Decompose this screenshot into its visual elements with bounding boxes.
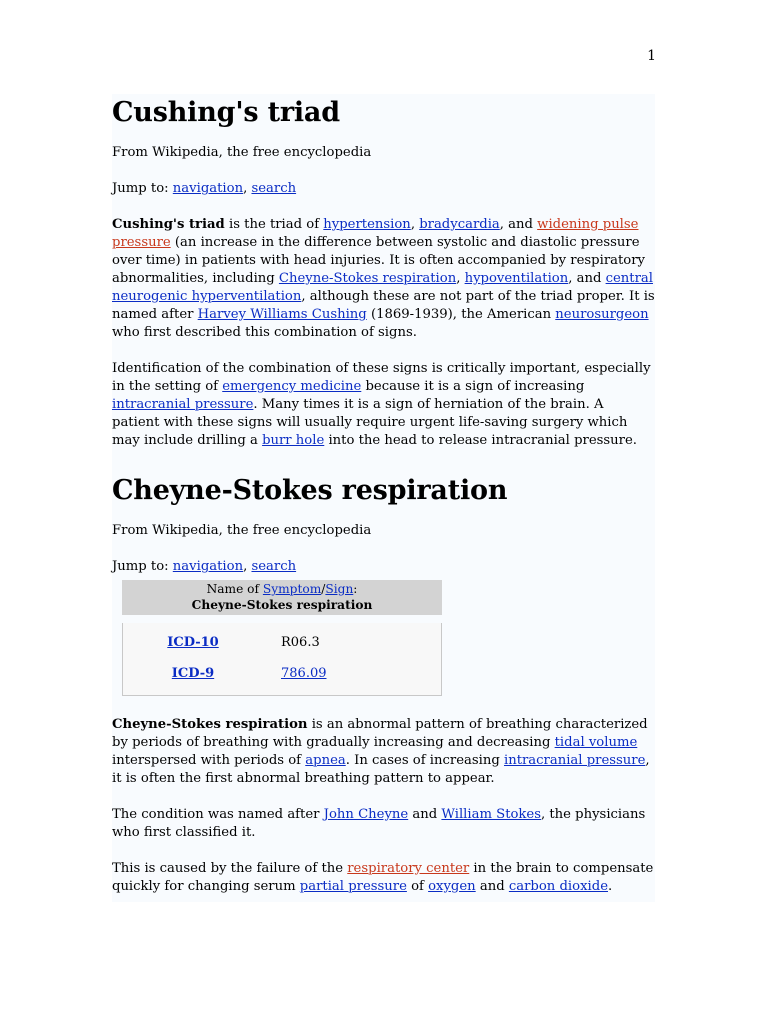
infobox-title: Cheyne-Stokes respiration — [191, 598, 373, 612]
text: The condition was named after — [112, 807, 324, 822]
partial-pressure-link[interactable]: partial pressure — [299, 879, 407, 894]
hypoventilation-link[interactable]: hypoventilation — [464, 271, 569, 286]
harvey-cushing-link[interactable]: Harvey Williams Cushing — [197, 307, 367, 322]
text: , — [456, 271, 465, 286]
central-neurogenic-link[interactable]: central neurogenic hyperventilation — [112, 271, 653, 304]
text: , although these are not part of the triad proper. It is named after — [112, 289, 655, 322]
neurosurgeon-link[interactable]: neurosurgeon — [555, 307, 649, 322]
jump-to — [112, 180, 655, 198]
bold-term: Cushing's triad — [112, 217, 225, 232]
text: Name of — [206, 582, 263, 596]
icd10-link[interactable]: ICD-10 — [167, 634, 219, 650]
text: and — [408, 807, 442, 822]
bradycardia-link[interactable]: bradycardia — [419, 217, 500, 232]
navigation-link[interactable]: navigation — [172, 559, 244, 574]
text: is the triad of — [224, 217, 324, 232]
intracranial-pressure-link[interactable]: intracranial pressure — [112, 397, 254, 412]
text: into the head to release intracranial pressure. — [324, 433, 637, 448]
section-cheyne-stokes — [112, 472, 655, 896]
text: and — [475, 879, 509, 894]
text: (an increase in the difference between systolic and diastolic pressure over time) in patients with head injuries. It is often accompanied by respiratory abnormalities, including — [112, 235, 645, 286]
text: , it is often the first abnormal breathing pattern to appear. — [112, 753, 650, 786]
text: . — [608, 879, 613, 894]
jump-to — [112, 558, 655, 576]
paragraph-definition — [112, 716, 655, 788]
oxygen-link[interactable]: oxygen — [428, 879, 476, 894]
symptom-link[interactable]: Symptom — [262, 582, 322, 596]
icd9-link[interactable]: ICD-9 — [171, 665, 215, 681]
text: This is caused by the failure of the — [112, 861, 348, 876]
text: who first described this combination of signs. — [112, 325, 417, 340]
search-link[interactable]: search — [251, 181, 297, 196]
carbon-dioxide-link[interactable]: carbon dioxide — [508, 879, 608, 894]
jump-label: Jump to: — [112, 181, 173, 196]
paragraph-naming — [112, 806, 655, 842]
hypertension-link[interactable]: hypertension — [323, 217, 411, 232]
subtitle: From Wikipedia, the free encyclopedia — [112, 145, 372, 160]
text: is an abnormal pattern of breathing characterized by periods of breathing with gradually increasing and decreasing — [112, 717, 648, 750]
text: : — [353, 582, 358, 596]
jump-label: Jump to: — [112, 559, 173, 574]
text: , — [410, 217, 420, 232]
document-content — [112, 94, 655, 902]
text: . In cases of increasing — [345, 753, 504, 768]
text: , and — [499, 217, 538, 232]
infobox-table — [122, 623, 442, 696]
text: in the brain to compensate quickly for changing serum — [112, 861, 654, 894]
text: (1869-1939), the American — [366, 307, 556, 322]
intracranial-pressure-link[interactable]: intracranial pressure — [503, 753, 646, 768]
william-stokes-link[interactable]: William Stokes — [441, 807, 541, 822]
infobox-name-line — [122, 581, 442, 597]
text: Identification of the combination of these signs is critically important, especially in the setting of — [112, 361, 651, 394]
page-number: 1 — [647, 48, 656, 64]
text: / — [321, 582, 326, 596]
page-title: Cushing's triad — [112, 97, 340, 128]
text: because it is a sign of increasing — [361, 379, 585, 394]
jump-sep: , — [243, 181, 252, 196]
infobox — [122, 580, 442, 696]
text: of — [406, 879, 429, 894]
burr-hole-link[interactable]: burr hole — [262, 433, 325, 448]
cheyne-stokes-link[interactable]: Cheyne-Stokes respiration — [278, 271, 457, 286]
bold-term: Cheyne-Stokes respiration — [112, 717, 308, 732]
apnea-link[interactable]: apnea — [305, 753, 346, 768]
paragraph-cause — [112, 860, 655, 896]
text: interspersed with periods of — [112, 753, 306, 768]
jump-sep: , — [243, 559, 252, 574]
text: , the physicians who first classified it. — [112, 807, 646, 840]
paragraph-intro — [112, 216, 655, 342]
infobox-row — [123, 658, 441, 689]
infobox-row — [123, 627, 441, 658]
section-title: Cheyne-Stokes respiration — [112, 475, 508, 506]
sign-link[interactable]: Sign — [325, 582, 354, 596]
paragraph-identification — [112, 360, 655, 450]
tidal-volume-link[interactable]: tidal volume — [554, 735, 638, 750]
icd10-value: R06.3 — [281, 634, 320, 650]
john-cheyne-link[interactable]: John Cheyne — [323, 807, 409, 822]
infobox-header — [122, 580, 442, 615]
navigation-link[interactable]: navigation — [172, 181, 244, 196]
emergency-medicine-link[interactable]: emergency medicine — [222, 379, 362, 394]
text: . Many times it is a sign of herniation of the brain. A patient with these signs will usually require urgent life-saving surgery which may include drilling a — [112, 397, 628, 448]
respiratory-center-link[interactable]: respiratory center — [347, 861, 470, 876]
subtitle: From Wikipedia, the free encyclopedia — [112, 523, 372, 538]
widening-pulse-pressure-link[interactable]: widening pulse pressure — [112, 217, 639, 250]
text: , and — [568, 271, 606, 286]
icd9-value-link[interactable]: 786.09 — [281, 665, 327, 681]
search-link[interactable]: search — [251, 559, 297, 574]
